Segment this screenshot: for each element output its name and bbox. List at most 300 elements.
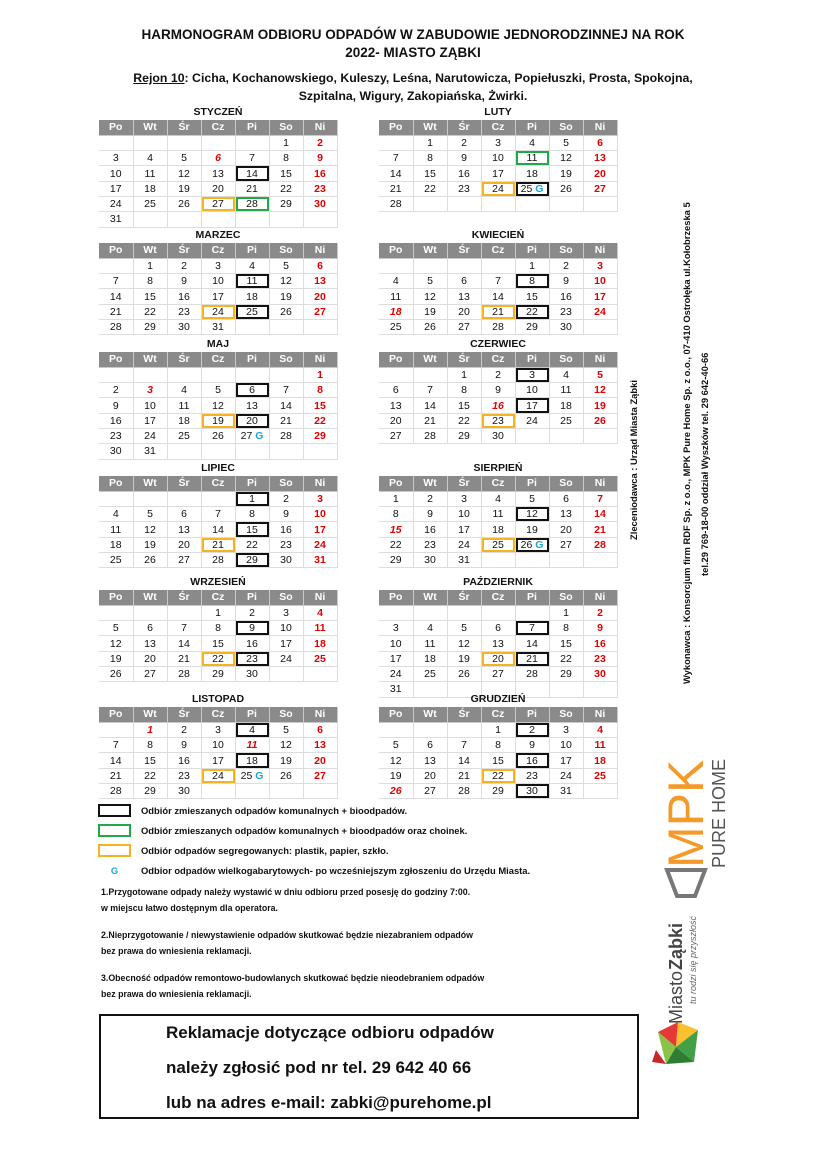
- day-number: 29: [246, 554, 258, 567]
- month-name: STYCZEŃ: [193, 106, 243, 118]
- week-row: [99, 166, 337, 181]
- day-cell: [583, 768, 617, 783]
- day-number: 29: [560, 668, 572, 681]
- day-cell: [413, 722, 447, 737]
- weekday-header: Śr: [447, 352, 481, 367]
- weekday-header: Śr: [167, 352, 201, 367]
- day-number: 18: [492, 523, 504, 536]
- day-cell: [515, 552, 549, 567]
- day-number: 28: [109, 785, 122, 798]
- weekday-header: Śr: [167, 590, 201, 605]
- day-cell: [167, 428, 201, 443]
- day-number: 9: [181, 739, 187, 752]
- slogan-text: tu rodzi się przyszłość: [688, 915, 698, 1004]
- day-cell: [201, 651, 235, 666]
- day-number: 1: [249, 492, 255, 505]
- month-table: [379, 120, 618, 212]
- day-cell: [447, 166, 481, 181]
- week-row: [99, 367, 337, 382]
- day-cell: [413, 367, 447, 382]
- day-number: 13: [389, 399, 402, 412]
- day-number: 1: [461, 368, 467, 381]
- day-cell: [413, 522, 447, 537]
- day-number: 28: [280, 430, 292, 443]
- day-number: 19: [144, 538, 156, 551]
- day-number: 21: [109, 305, 122, 318]
- day-number: 22: [212, 652, 224, 665]
- day-cell: [549, 367, 583, 382]
- day-number: 30: [280, 554, 292, 567]
- day-number: 14: [246, 167, 258, 180]
- day-number: 27: [212, 198, 224, 211]
- day-number: 7: [112, 275, 119, 288]
- day-cell: [235, 621, 269, 636]
- day-cell: [515, 398, 549, 413]
- day-cell: [549, 304, 583, 319]
- day-number: 16: [560, 290, 572, 303]
- weekday-header: Po: [99, 243, 133, 258]
- day-number: 2: [112, 384, 119, 397]
- day-number: 25: [389, 321, 402, 334]
- day-number: 5: [563, 136, 569, 149]
- week-row: [99, 621, 337, 636]
- day-cell: [549, 274, 583, 289]
- day-number: 25: [314, 652, 326, 665]
- legend-item: [98, 820, 530, 840]
- day-cell: [133, 289, 167, 304]
- note-3: 3.Obecność odpadów remontowo-budowlanych skutkować będzie nieodebraniem odpadów bez prawa do wniesienia reklamacji.: [101, 973, 485, 999]
- day-number: 7: [427, 384, 433, 397]
- day-number: 7: [112, 739, 119, 752]
- day-cell: [235, 367, 269, 382]
- day-cell: [447, 605, 481, 620]
- day-cell: [133, 212, 167, 227]
- day-number: 10: [526, 384, 538, 397]
- day-cell: [133, 274, 167, 289]
- day-cell: [133, 304, 167, 319]
- day-number: 3: [529, 368, 535, 381]
- day-cell: [269, 768, 303, 783]
- month-name: LISTOPAD: [191, 693, 245, 705]
- day-cell: [201, 151, 235, 166]
- day-number: 22: [280, 182, 292, 195]
- day-cell: [133, 428, 167, 443]
- g-mark: G: [535, 182, 544, 195]
- day-number: 30: [109, 445, 122, 458]
- day-cell: [549, 552, 583, 567]
- day-cell: [549, 151, 583, 166]
- day-number: 23: [178, 769, 190, 782]
- day-cell: [413, 398, 447, 413]
- week-row: [99, 398, 337, 413]
- day-cell: [303, 166, 337, 181]
- day-cell: [269, 398, 303, 413]
- week-row: [379, 507, 617, 522]
- day-number: 10: [458, 508, 470, 521]
- weekday-header: Wt: [133, 590, 167, 605]
- day-number: 2: [461, 136, 467, 149]
- day-cell: [447, 722, 481, 737]
- day-number: 5: [283, 723, 289, 736]
- week-row: [379, 304, 617, 319]
- day-number: 20: [560, 523, 572, 536]
- day-number: 12: [178, 167, 190, 180]
- weekday-header: Pi: [235, 243, 269, 258]
- day-cell: [167, 319, 201, 334]
- day-cell: [167, 753, 201, 768]
- day-cell: [133, 522, 167, 537]
- month-name: MAJ: [206, 338, 230, 350]
- weekday-header: Śr: [447, 243, 481, 258]
- day-cell: [413, 552, 447, 567]
- day-cell: [379, 367, 413, 382]
- day-cell: [167, 491, 201, 506]
- weekday-header: So: [269, 120, 303, 135]
- day-cell: [201, 552, 235, 567]
- day-cell: [447, 367, 481, 382]
- day-cell: [269, 722, 303, 737]
- day-number: 28: [458, 785, 470, 798]
- day-number: 29: [389, 554, 402, 567]
- day-cell: [481, 537, 515, 552]
- day-cell: [413, 258, 447, 273]
- month-calendar: [99, 575, 337, 682]
- day-number: 27: [314, 305, 326, 318]
- day-cell: [133, 621, 167, 636]
- day-cell: [481, 605, 515, 620]
- day-cell: [447, 319, 481, 334]
- day-cell: [201, 135, 235, 150]
- day-cell: [201, 636, 235, 651]
- complaint-line2: należy zgłosić pod nr tel. 29 642 40 66: [166, 1058, 472, 1077]
- day-number: 22: [560, 652, 572, 665]
- day-number: 8: [215, 622, 221, 635]
- day-cell: [481, 258, 515, 273]
- weekday-header: Ni: [583, 590, 617, 605]
- weekday-header: Cz: [481, 476, 515, 491]
- day-number: 29: [212, 668, 224, 681]
- day-cell: [99, 304, 133, 319]
- day-cell: [379, 651, 413, 666]
- day-number: 25: [424, 668, 436, 681]
- day-number: 9: [529, 739, 535, 752]
- day-number: 9: [181, 275, 187, 288]
- weekday-header: Po: [99, 707, 133, 722]
- day-number: 7: [283, 384, 289, 397]
- day-cell: [133, 753, 167, 768]
- day-cell: [583, 304, 617, 319]
- day-number: 5: [215, 384, 221, 397]
- month-name: PAŹDZIERNIK: [463, 576, 533, 588]
- day-cell: [269, 181, 303, 196]
- day-cell: [515, 135, 549, 150]
- day-number: 11: [110, 523, 122, 536]
- month-name: LUTY: [484, 106, 512, 118]
- day-number: 23: [560, 305, 572, 318]
- day-cell: [235, 507, 269, 522]
- day-number: 20: [314, 754, 326, 767]
- day-cell: [379, 507, 413, 522]
- day-number: 26: [560, 182, 572, 195]
- day-number: 31: [560, 785, 572, 798]
- week-row: [379, 196, 617, 211]
- day-number: 8: [317, 384, 323, 397]
- day-cell: [379, 666, 413, 681]
- day-number: 18: [424, 652, 436, 665]
- week-row: [99, 258, 337, 273]
- day-cell: [133, 413, 167, 428]
- day-number: 20: [594, 167, 606, 180]
- day-cell: [447, 621, 481, 636]
- day-number: 2: [495, 368, 501, 381]
- day-cell: [481, 621, 515, 636]
- zleceniodawca-text: Zleceniodawca : Urząd Miasta Ząbki: [628, 380, 639, 540]
- day-cell: [201, 666, 235, 681]
- day-number: 17: [560, 754, 572, 767]
- day-cell: [303, 507, 337, 522]
- weekday-header: Cz: [201, 120, 235, 135]
- week-row: [379, 522, 617, 537]
- day-cell: [481, 507, 515, 522]
- day-number: 23: [492, 414, 504, 427]
- legend-text: Odbiór odpadów segregowanych: plastik, papier, szkło.: [141, 844, 389, 856]
- day-cell: [269, 413, 303, 428]
- day-number: 23: [280, 538, 292, 551]
- day-number: 25: [109, 554, 122, 567]
- day-number: 31: [144, 445, 156, 458]
- day-number: 22: [246, 538, 258, 551]
- day-number: 2: [427, 492, 433, 505]
- day-number: 18: [178, 414, 190, 427]
- day-cell: [303, 398, 337, 413]
- day-cell: [481, 753, 515, 768]
- day-cell: [133, 196, 167, 211]
- day-cell: [481, 413, 515, 428]
- day-cell: [201, 428, 235, 443]
- day-number: 7: [249, 152, 255, 165]
- month-table: [99, 707, 338, 799]
- day-cell: [481, 666, 515, 681]
- legend-item: [98, 860, 530, 880]
- day-cell: [269, 537, 303, 552]
- day-number: 4: [563, 368, 569, 381]
- day-number: 15: [314, 399, 326, 412]
- week-row: [379, 783, 617, 798]
- month-calendar: [379, 461, 617, 568]
- month-table: [379, 352, 618, 444]
- day-cell: [269, 605, 303, 620]
- month-calendar: [99, 692, 337, 799]
- day-cell: [201, 289, 235, 304]
- day-number: 24: [109, 198, 122, 211]
- day-number: 5: [181, 152, 187, 165]
- week-row: [99, 783, 337, 798]
- day-number: 25: [246, 305, 258, 318]
- legend-text: Odbior odpadów wielkogabarytowych- po wcześniejszym zgłoszeniu do Urzędu Miasta.: [141, 864, 531, 876]
- weekday-header: Wt: [413, 707, 447, 722]
- day-cell: [99, 289, 133, 304]
- day-cell: [269, 289, 303, 304]
- day-number: 3: [495, 136, 501, 149]
- day-number: 17: [492, 167, 504, 180]
- day-number: 23: [424, 538, 436, 551]
- day-number: 3: [112, 152, 119, 165]
- day-cell: [99, 398, 133, 413]
- legend-green-box: [98, 824, 131, 837]
- day-number: 1: [392, 492, 399, 505]
- day-cell: [235, 289, 269, 304]
- week-row: [99, 738, 337, 753]
- day-number: 28: [109, 321, 122, 334]
- day-number: 16: [178, 754, 190, 767]
- day-number: 4: [427, 622, 433, 635]
- weekday-header: Pi: [515, 707, 549, 722]
- day-number: 18: [109, 538, 122, 551]
- day-cell: [269, 196, 303, 211]
- day-cell: [515, 181, 549, 196]
- day-cell: [201, 491, 235, 506]
- day-number: 15: [458, 399, 470, 412]
- day-cell: [549, 768, 583, 783]
- week-row: [379, 319, 617, 334]
- day-cell: [167, 258, 201, 273]
- month-calendar: [379, 337, 617, 444]
- day-number: 15: [246, 523, 258, 536]
- day-cell: [133, 181, 167, 196]
- day-number: 1: [283, 136, 289, 149]
- day-number: 4: [249, 723, 255, 736]
- month-table: [379, 243, 618, 335]
- day-cell: [413, 135, 447, 150]
- day-cell: [583, 651, 617, 666]
- week-row: [379, 636, 617, 651]
- day-cell: [167, 304, 201, 319]
- month-calendar: [379, 692, 617, 799]
- day-cell: [133, 319, 167, 334]
- day-cell: [269, 135, 303, 150]
- day-cell: [99, 768, 133, 783]
- day-cell: [303, 181, 337, 196]
- week-row: [99, 428, 337, 443]
- weekday-header: Ni: [583, 243, 617, 258]
- week-row: [99, 196, 337, 211]
- day-number: 9: [283, 508, 289, 521]
- month-name: CZERWIEC: [470, 338, 526, 350]
- day-number: 14: [492, 290, 504, 303]
- day-cell: [99, 444, 133, 459]
- day-cell: [515, 491, 549, 506]
- day-cell: [447, 151, 481, 166]
- day-cell: [235, 738, 269, 753]
- day-cell: [379, 289, 413, 304]
- day-number: 10: [144, 399, 156, 412]
- day-number: 17: [212, 754, 224, 767]
- day-number: 24: [389, 668, 402, 681]
- day-cell: [235, 428, 269, 443]
- week-row: [379, 552, 617, 567]
- day-cell: [99, 636, 133, 651]
- day-number: 23: [458, 182, 470, 195]
- day-cell: [549, 196, 583, 211]
- weekday-header: Wt: [413, 476, 447, 491]
- day-cell: [583, 605, 617, 620]
- day-number: 6: [461, 275, 467, 288]
- day-cell: [303, 367, 337, 382]
- g-mark: G: [255, 430, 264, 443]
- day-cell: [447, 768, 481, 783]
- day-number: 20: [492, 652, 504, 665]
- day-number: 20: [246, 414, 258, 427]
- day-cell: [447, 196, 481, 211]
- week-row: [99, 651, 337, 666]
- day-cell: [303, 537, 337, 552]
- day-number: 14: [389, 167, 402, 180]
- day-number: 30: [314, 198, 326, 211]
- day-cell: [447, 783, 481, 798]
- weekday-header: Śr: [167, 120, 201, 135]
- day-number: 30: [424, 554, 436, 567]
- day-cell: [167, 621, 201, 636]
- day-cell: [447, 413, 481, 428]
- day-number: 2: [181, 723, 187, 736]
- house-icon: [667, 870, 705, 896]
- day-cell: [99, 783, 133, 798]
- weekday-header: Ni: [303, 352, 337, 367]
- day-number: 11: [246, 739, 258, 752]
- day-cell: [549, 398, 583, 413]
- day-cell: [133, 605, 167, 620]
- day-cell: [413, 196, 447, 211]
- day-number: 8: [529, 275, 535, 288]
- notes: [101, 884, 484, 1013]
- day-number: 21: [526, 652, 538, 665]
- day-number: 6: [392, 384, 399, 397]
- day-cell: [379, 151, 413, 166]
- day-cell: [167, 181, 201, 196]
- day-cell: [303, 768, 337, 783]
- day-number: 6: [563, 492, 569, 505]
- day-cell: [481, 166, 515, 181]
- day-cell: [583, 621, 617, 636]
- day-number: 22: [144, 769, 156, 782]
- day-cell: [269, 507, 303, 522]
- day-number: 24: [314, 538, 326, 551]
- week-row: [99, 151, 337, 166]
- day-cell: [303, 444, 337, 459]
- week-row: [99, 537, 337, 552]
- day-cell: [447, 181, 481, 196]
- day-cell: [167, 738, 201, 753]
- day-cell: [235, 196, 269, 211]
- day-number: 11: [560, 384, 572, 397]
- day-cell: [413, 383, 447, 398]
- weekday-header: Ni: [583, 352, 617, 367]
- day-cell: [481, 491, 515, 506]
- day-number: 19: [389, 769, 402, 782]
- day-cell: [447, 289, 481, 304]
- month-name: LIPIEC: [201, 462, 235, 474]
- day-number: 31: [458, 554, 470, 567]
- day-cell: [549, 319, 583, 334]
- month-calendar: [99, 228, 337, 335]
- day-cell: [447, 383, 481, 398]
- day-number: 5: [427, 275, 433, 288]
- week-row: [99, 552, 337, 567]
- day-cell: [303, 621, 337, 636]
- day-cell: [133, 383, 167, 398]
- day-cell: [167, 367, 201, 382]
- day-number: 23: [246, 652, 258, 665]
